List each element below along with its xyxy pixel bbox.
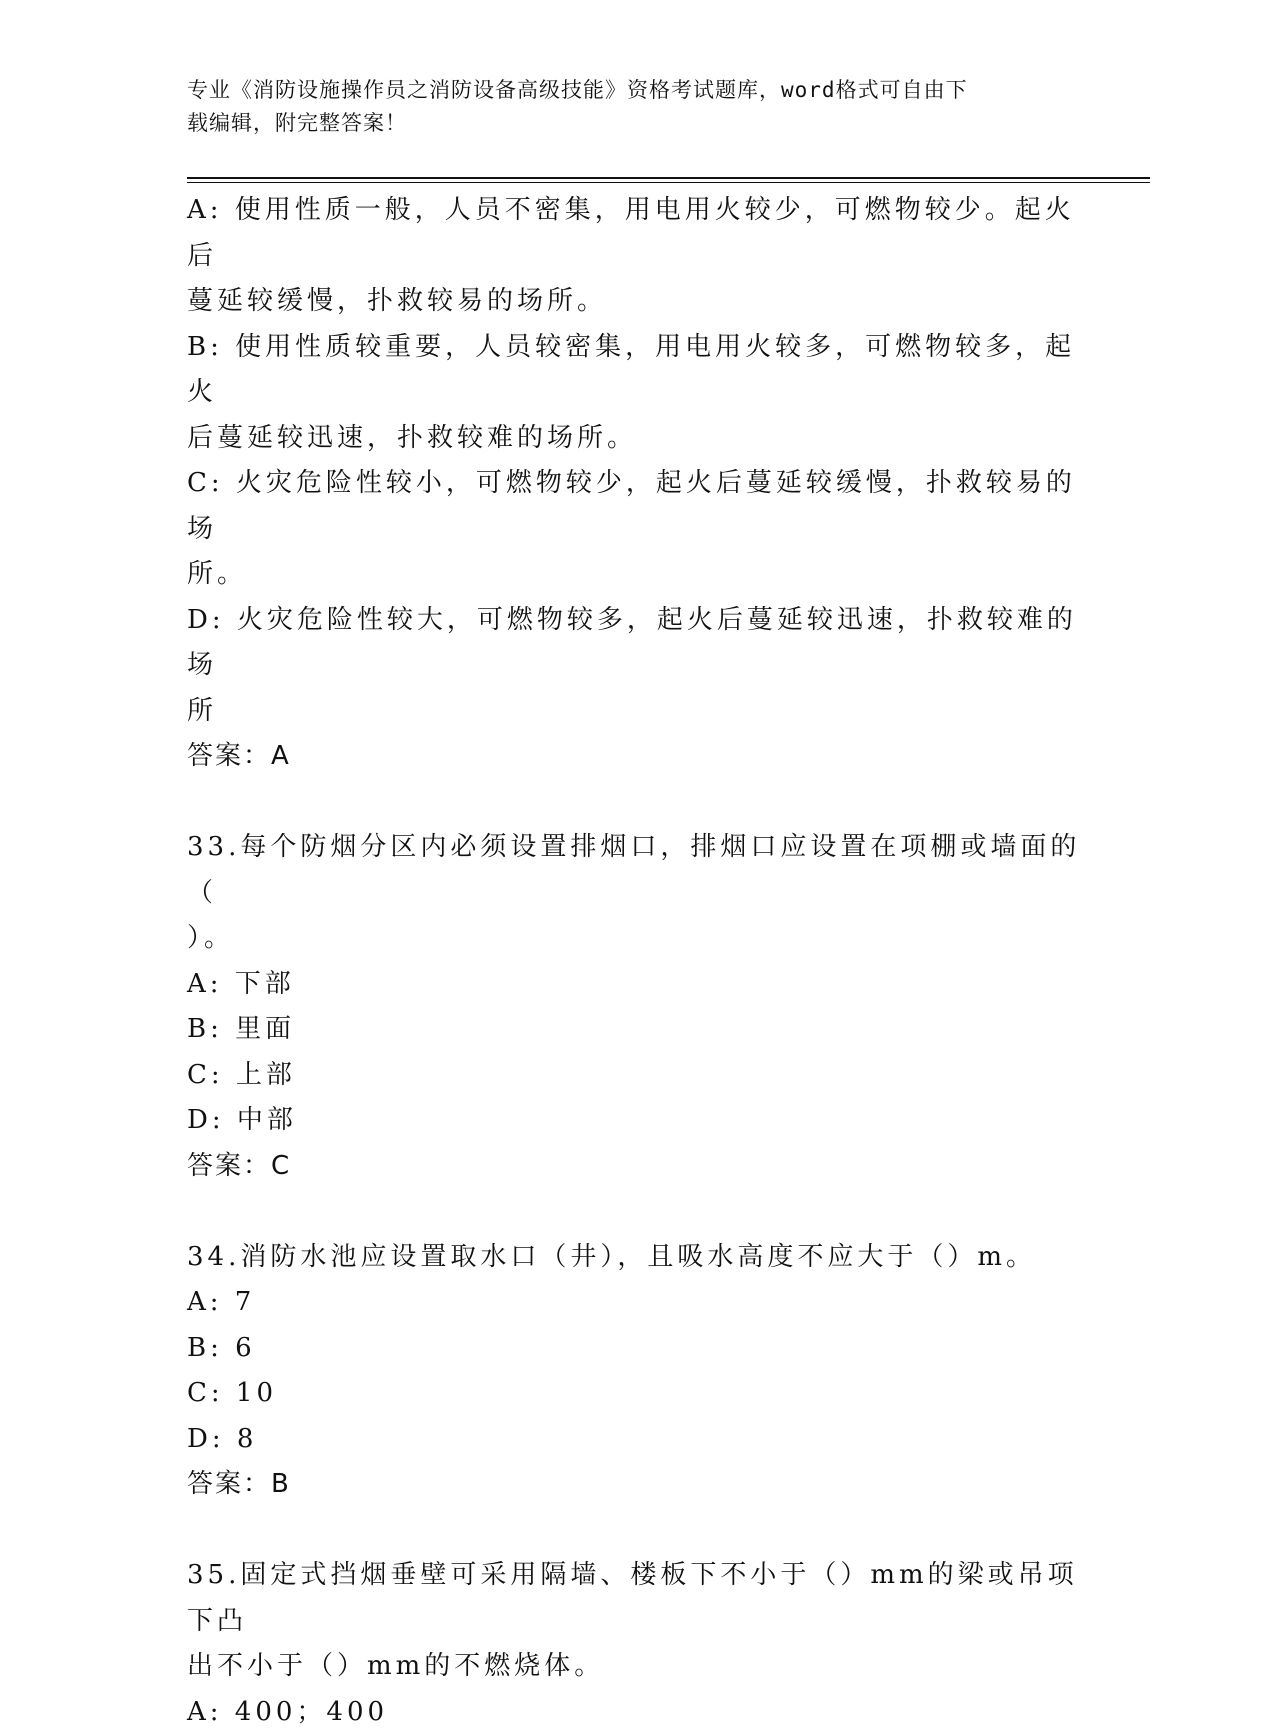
option-a-line-1: A: 使用性质一般，人员不密集，用电用火较少，可燃物较少。起火后	[187, 188, 1087, 279]
page-header	[187, 74, 1067, 140]
option-d-line-1: D: 火灾危险性较大，可燃物较多，起火后蔓延较迅速，扑救较难的场	[187, 598, 1087, 689]
spacer	[187, 1508, 1087, 1554]
answer-line: 答案：A	[187, 734, 1087, 780]
option-d-line-2: 所	[187, 689, 1087, 735]
option-a: A: 400；400	[187, 1690, 1087, 1735]
question-34	[187, 1235, 1087, 1508]
option-a: A: 7	[187, 1280, 1087, 1326]
header-rule-thin	[187, 182, 1150, 183]
option-b-line-2: 后蔓延较迅速，扑救较难的场所。	[187, 416, 1087, 462]
question-stem: 34.消防水池应设置取水口（井），且吸水高度不应大于（）m。	[187, 1235, 1087, 1281]
option-d: D: 中部	[187, 1098, 1087, 1144]
answer-line: 答案：C	[187, 1144, 1087, 1190]
question-stem-line-1: 33.每个防烟分区内必须设置排烟口，排烟口应设置在项棚或墙面的（	[187, 825, 1087, 916]
spacer	[187, 1189, 1087, 1235]
question-stem-line-2: ）。	[187, 916, 1087, 962]
spacer	[187, 780, 1087, 826]
option-c: C: 上部	[187, 1053, 1087, 1099]
option-c-line-1: C: 火灾危险性较小，可燃物较少，起火后蔓延较缓慢，扑救较易的场	[187, 461, 1087, 552]
answer-line: 答案：B	[187, 1462, 1087, 1508]
question-stem-line-1: 35.固定式挡烟垂壁可采用隔墙、楼板下不小于（）mm的梁或吊项下凸	[187, 1553, 1087, 1644]
question-content	[187, 188, 1087, 1735]
option-c-line-2: 所。	[187, 552, 1087, 598]
question-33	[187, 825, 1087, 1189]
header-rule-thick	[187, 177, 1150, 179]
option-c: C: 10	[187, 1371, 1087, 1417]
question-35	[187, 1553, 1087, 1735]
option-d: D: 8	[187, 1417, 1087, 1463]
question-stem-line-2: 出不小于（）mm的不燃烧体。	[187, 1644, 1087, 1690]
header-line-1: 专业《消防设施操作员之消防设备高级技能》资格考试题库，word格式可自由下	[187, 74, 1067, 107]
option-b: B: 里面	[187, 1007, 1087, 1053]
option-b-line-1: B: 使用性质较重要，人员较密集，用电用火较多，可燃物较多，起火	[187, 325, 1087, 416]
option-b: B: 6	[187, 1326, 1087, 1372]
option-a-line-2: 蔓延较缓慢，扑救较易的场所。	[187, 279, 1087, 325]
header-line-2: 载编辑，附完整答案！	[187, 107, 1067, 140]
previous-question	[187, 188, 1087, 780]
option-a: A: 下部	[187, 962, 1087, 1008]
